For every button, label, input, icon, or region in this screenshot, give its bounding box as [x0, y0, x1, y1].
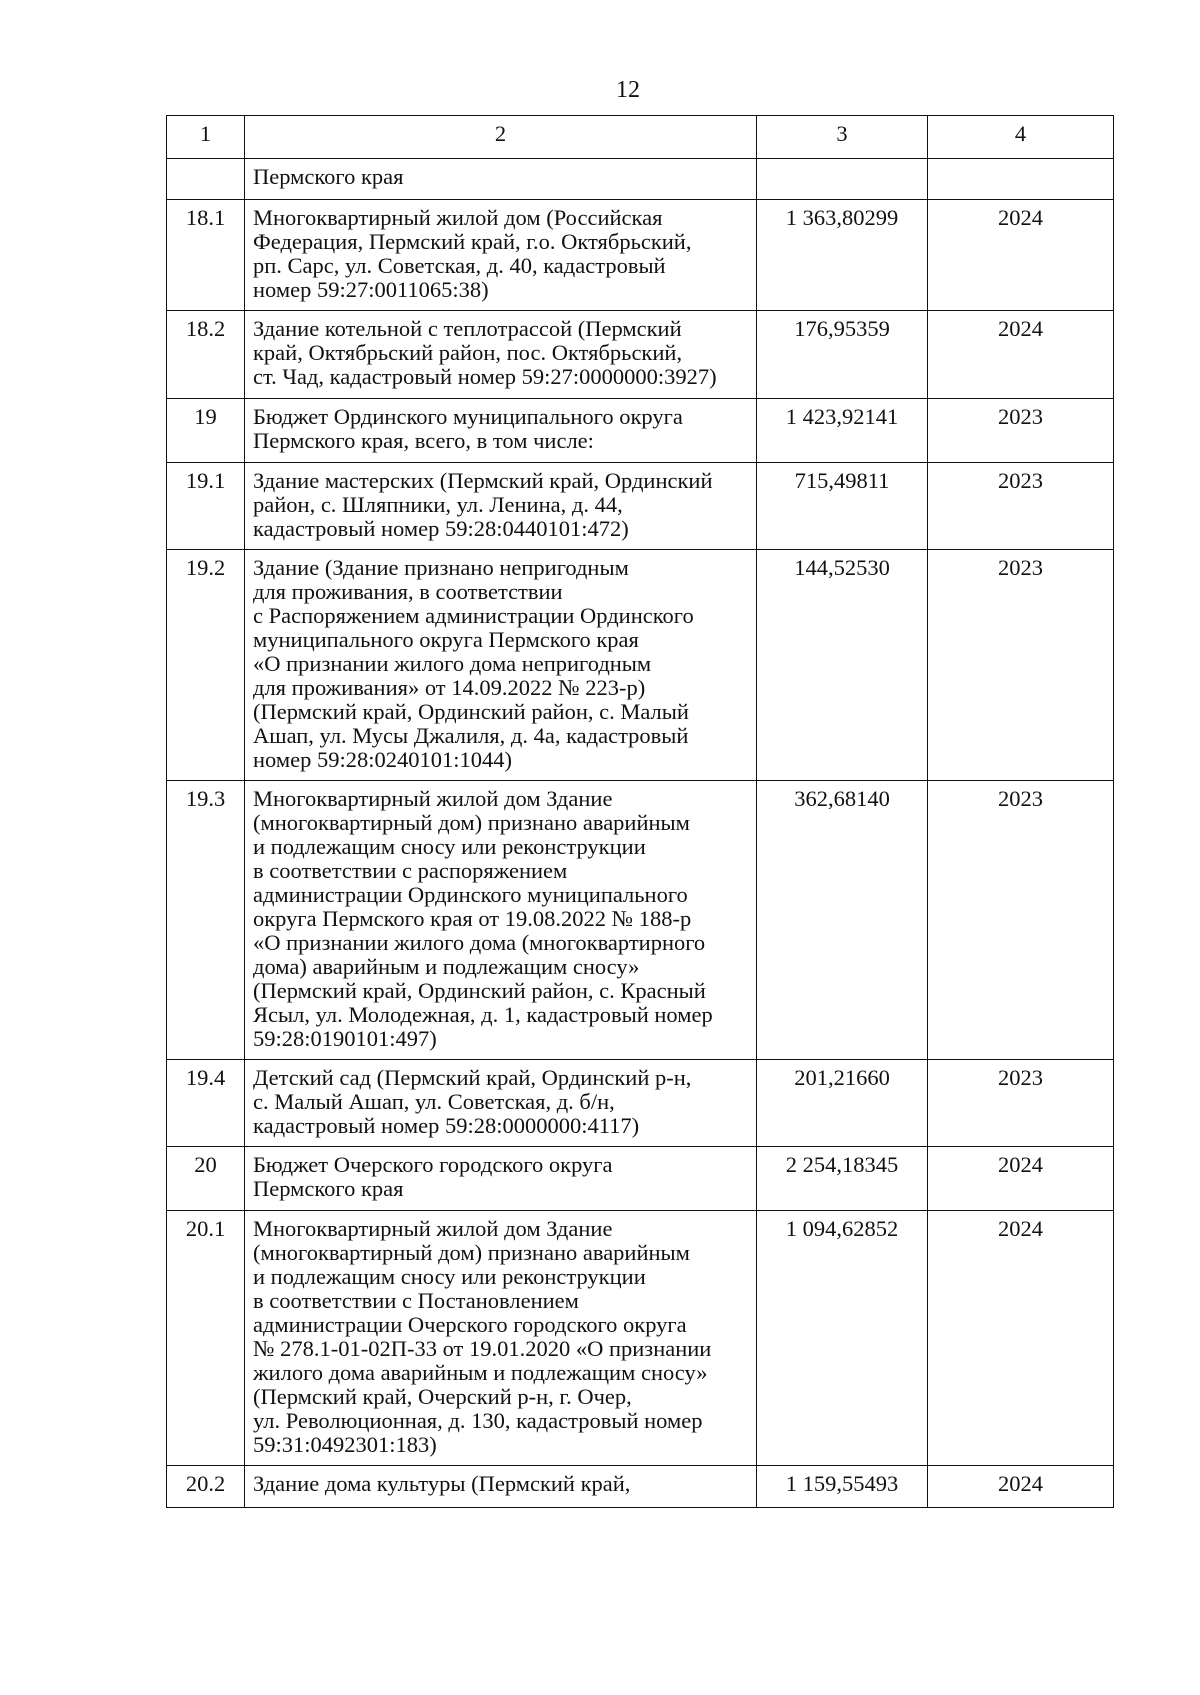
- description-line: Ашап, ул. Мусы Джалиля, д. 4а, кадастровый: [253, 723, 689, 748]
- description-line: (Пермский край, Ординский район, с. Малый: [253, 699, 689, 724]
- header-cell-3: 3: [757, 116, 928, 159]
- row-description-cell: [245, 550, 757, 781]
- row-sum-cell: 362,68140: [757, 781, 928, 1060]
- header-cell-2: 2: [245, 116, 757, 159]
- table-row: [167, 463, 1114, 550]
- description-line: Многоквартирный жилой дом (Российская: [253, 205, 663, 230]
- row-description-cell: [245, 200, 757, 311]
- description-line: округа Пермского края от 19.08.2022 № 188-р: [253, 906, 692, 931]
- row-year-cell: 2024: [928, 1147, 1114, 1211]
- row-year-cell: 2024: [928, 1466, 1114, 1508]
- table-row: [167, 200, 1114, 311]
- row-year-cell: [928, 159, 1114, 200]
- description-line: Здание дома культуры (Пермский край,: [253, 1471, 631, 1496]
- description-line: Детский сад (Пермский край, Ординский р-н,: [253, 1065, 692, 1090]
- description-line: край, Октябрьский район, пос. Октябрьский,: [253, 340, 683, 365]
- description-line: (многоквартирный дом) признано аварийным: [253, 810, 690, 835]
- description-line: для проживания» от 14.09.2022 № 223-р): [253, 675, 646, 700]
- description-line: в соответствии с распоряжением: [253, 858, 568, 883]
- row-year-cell: 2023: [928, 550, 1114, 781]
- row-number-cell: [167, 159, 245, 200]
- table-row: [167, 311, 1114, 399]
- description-line: 59:28:0190101:497): [253, 1026, 437, 1051]
- row-number-cell: 18.1: [167, 200, 245, 311]
- description-line: в соответствии с Постановлением: [253, 1288, 579, 1313]
- description-line: номер 59:28:0240101:1044): [253, 747, 512, 772]
- table-row: [167, 1060, 1114, 1147]
- row-sum-cell: 201,21660: [757, 1060, 928, 1147]
- row-description-cell: [245, 159, 757, 200]
- description-line: Бюджет Очерского городского округа: [253, 1152, 613, 1177]
- row-sum-cell: 2 254,18345: [757, 1147, 928, 1211]
- description-line: ст. Чад, кадастровый номер 59:27:0000000:3927): [253, 364, 717, 389]
- description-line: рп. Сарс, ул. Советская, д. 40, кадастровый: [253, 253, 666, 278]
- description-line: с. Малый Ашап, ул. Советская, д. б/н,: [253, 1089, 615, 1114]
- row-number-cell: 19.3: [167, 781, 245, 1060]
- table-row: [167, 1211, 1114, 1466]
- description-line: Пермского края: [253, 1176, 404, 1201]
- table-row: [167, 1466, 1114, 1508]
- description-line: (Пермский край, Очерский р-н, г. Очер,: [253, 1384, 632, 1409]
- description-line: муниципального округа Пермского края: [253, 627, 639, 652]
- description-line: и подлежащим сносу или реконструкции: [253, 834, 646, 859]
- table-header-row: [167, 116, 1114, 159]
- description-line: 59:31:0492301:183): [253, 1432, 437, 1457]
- description-line: для проживания, в соответствии: [253, 579, 563, 604]
- description-line: с Распоряжением администрации Ординского: [253, 603, 694, 628]
- row-sum-cell: 715,49811: [757, 463, 928, 550]
- row-year-cell: 2024: [928, 1211, 1114, 1466]
- row-sum-cell: 1 159,55493: [757, 1466, 928, 1508]
- row-sum-cell: 1 363,80299: [757, 200, 928, 311]
- row-number-cell: 20.2: [167, 1466, 245, 1508]
- header-cell-4: 4: [928, 116, 1114, 159]
- description-line: администрации Ординского муниципального: [253, 882, 688, 907]
- description-line: Здание мастерских (Пермский край, Ординский: [253, 468, 713, 493]
- row-number-cell: 19.1: [167, 463, 245, 550]
- row-year-cell: 2023: [928, 781, 1114, 1060]
- row-description-cell: [245, 1147, 757, 1211]
- table-row: [167, 1147, 1114, 1211]
- row-description-cell: [245, 1466, 757, 1508]
- header-cell-1: 1: [167, 116, 245, 159]
- description-line: район, с. Шляпники, ул. Ленина, д. 44,: [253, 492, 623, 517]
- row-sum-cell: 144,52530: [757, 550, 928, 781]
- row-year-cell: 2023: [928, 463, 1114, 550]
- row-description-cell: [245, 399, 757, 463]
- description-line: администрации Очерского городского округа: [253, 1312, 687, 1337]
- table-row: [167, 159, 1114, 200]
- description-line: № 278.1-01-02П-33 от 19.01.2020 «О признании: [253, 1336, 712, 1361]
- description-line: ул. Революционная, д. 130, кадастровый номер: [253, 1408, 703, 1433]
- page-number: 12: [616, 77, 640, 103]
- row-sum-cell: [757, 159, 928, 200]
- row-number-cell: 20.1: [167, 1211, 245, 1466]
- row-sum-cell: 1 094,62852: [757, 1211, 928, 1466]
- row-year-cell: 2023: [928, 1060, 1114, 1147]
- row-description-cell: [245, 463, 757, 550]
- row-number-cell: 19.2: [167, 550, 245, 781]
- description-line: (многоквартирный дом) признано аварийным: [253, 1240, 690, 1265]
- description-line: «О признании жилого дома (многоквартирного: [253, 930, 706, 955]
- description-line: Бюджет Ординского муниципального округа: [253, 404, 683, 429]
- description-line: и подлежащим сносу или реконструкции: [253, 1264, 646, 1289]
- table-body: [167, 116, 1114, 1508]
- description-line: «О признании жилого дома непригодным: [253, 651, 652, 676]
- description-line: дома) аварийным и подлежащим сносу»: [253, 954, 640, 979]
- description-line: кадастровый номер 59:28:0440101:472): [253, 516, 629, 541]
- row-sum-cell: 176,95359: [757, 311, 928, 399]
- row-description-cell: [245, 1060, 757, 1147]
- property-table: [166, 115, 1114, 1508]
- description-line: Ясыл, ул. Молодежная, д. 1, кадастровый номер: [253, 1002, 713, 1027]
- row-number-cell: 19.4: [167, 1060, 245, 1147]
- description-line: жилого дома аварийным и подлежащим сносу»: [253, 1360, 708, 1385]
- row-year-cell: 2023: [928, 399, 1114, 463]
- description-line: Многоквартирный жилой дом Здание: [253, 786, 613, 811]
- row-description-cell: [245, 1211, 757, 1466]
- table-row: [167, 550, 1114, 781]
- description-line: Здание котельной с теплотрассой (Пермский: [253, 316, 682, 341]
- row-year-cell: 2024: [928, 311, 1114, 399]
- description-line: Федерация, Пермский край, г.о. Октябрьский,: [253, 229, 692, 254]
- description-line: Пермского края: [253, 164, 404, 189]
- row-number-cell: 20: [167, 1147, 245, 1211]
- description-line: номер 59:27:0011065:38): [253, 277, 489, 302]
- description-line: кадастровый номер 59:28:0000000:4117): [253, 1113, 640, 1138]
- description-line: Многоквартирный жилой дом Здание: [253, 1216, 613, 1241]
- row-number-cell: 19: [167, 399, 245, 463]
- row-sum-cell: 1 423,92141: [757, 399, 928, 463]
- row-number-cell: 18.2: [167, 311, 245, 399]
- row-year-cell: 2024: [928, 200, 1114, 311]
- table-row: [167, 399, 1114, 463]
- description-line: Пермского края, всего, в том числе:: [253, 428, 594, 453]
- table-row: [167, 781, 1114, 1060]
- row-description-cell: [245, 311, 757, 399]
- row-description-cell: [245, 781, 757, 1060]
- description-line: Здание (Здание признано непригодным: [253, 555, 629, 580]
- description-line: (Пермский край, Ординский район, с. Красный: [253, 978, 706, 1003]
